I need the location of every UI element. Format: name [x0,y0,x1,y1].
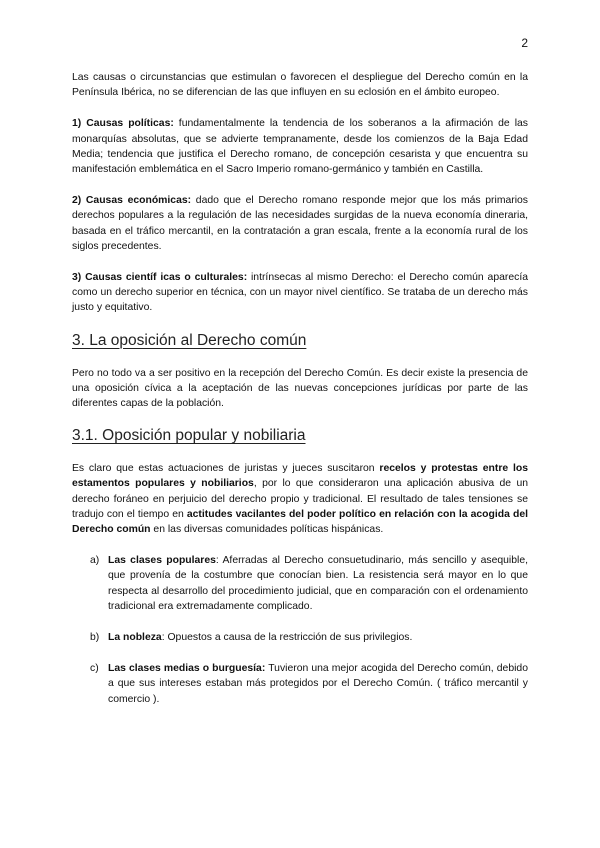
section-3-paragraph: Pero no todo va a ser positivo en la recepción del Derecho Común. Es decir existe la presencia de una oposición cívica a la aceptación de las nuevas concepciones jurídicas por parte de las diferentes capas de la población. [72,367,528,410]
section-3-1-heading: 3.1. Oposición popular y nobiliaria [72,427,306,445]
list-item-popular-classes [72,553,528,614]
intro-paragraph: Las causas o circunstancias que estimulan o favorecen el despliegue del Derecho común en la Península Ibérica, no se diferencian de las que influyen en su eclosión en el ámbito europeo. [72,72,528,99]
document-body [72,70,528,723]
list-item-nobility [72,630,528,645]
section-3-1-bold-2: actitudes vacilantes del poder político en relación con la acogida del Derecho común [72,508,528,536]
list-item-body: : Opuestos a causa de la restricción de sus privilegios. [161,632,413,644]
cause-economic [72,193,528,254]
list-marker: c) [90,663,99,675]
list-item-body: : Aferradas al Derecho consuetudinario, más sencillo y asequible, que provenía de la costumbre que conocían bien. La resistencia será mayor en lo que respecta al desarrollo del procedimiento judicial, que en comparación con el ordenamiento tradicional era extremadamente complicado. [108,555,528,612]
list-item-title: La nobleza [108,632,162,644]
cause-economic-text: dado que el Derecho romano responde mejor que los más primarios derechos populares a la regulación de las necesidades surgidas de la nueva economía dineraria, basada en el tráfico mercantil, en la contratación a gran escala, frente a la economía rural de los siglos precedentes. [72,195,528,252]
list-marker: b) [90,632,100,644]
section-3-1-text-3: en las diversas comunidades políticas hispánicas. [150,524,384,536]
cause-scientific [72,270,528,316]
cause-political [72,116,528,177]
section-3-1-text-2: , por lo que consideraron una aplicación abusiva de un derecho foráneo en perjuicio del derecho propio y tradicional. El resultado de tales tensiones se tradujo con el tiempo en [72,478,528,520]
cause-economic-title: 2) Causas económicas: [72,195,192,207]
cause-scientific-title: 3) Causas científ icas o culturales: [72,272,248,284]
list-item-text [108,661,528,707]
page-number: 2 [521,36,528,50]
cause-political-text: fundamentalmente la tendencia de los soberanos a la afirmación de las monarquías absolutas, que se advierte tempranamente, desde los comienzos de la Baja Edad Media; tendencia que justifica el Derecho romano, de concepción cesarista y que encuentra su manifestación emblemática en el Sacro Imperio romano-germánico y también en Castilla. [72,118,528,176]
section-3-heading: 3. La oposición al Derecho común [72,331,307,349]
section-3-1-paragraph [72,461,528,537]
social-classes-list [72,553,528,707]
cause-scientific-text: intrínsecas al mismo Derecho: el Derecho común aparecía como un derecho superior en técnica, con un mayor nivel científico. Se trataba de un derecho más justo y equitativo. [72,272,528,314]
list-item-text [108,553,528,614]
list-item-body: Tuvieron una mejor acogida del Derecho común, debido a que sus intereses estaban más protegidos por el Derecho Común. ( tráfico mercantil y comercio ). [108,663,528,705]
list-marker: a) [90,555,100,567]
section-3-1-bold-1: recelos y protestas entre los estamentos populares y nobiliarios [72,463,528,490]
section-3-1-text-1: Es claro que estas actuaciones de juristas y jueces suscitaron [72,463,380,475]
cause-political-title: 1) Causas políticas: [72,118,174,130]
list-item-middle-classes [72,661,528,707]
list-item-text [108,630,528,645]
list-item-title: Las clases populares [108,555,216,567]
list-item-title: Las clases medias o burguesía: [108,663,266,675]
